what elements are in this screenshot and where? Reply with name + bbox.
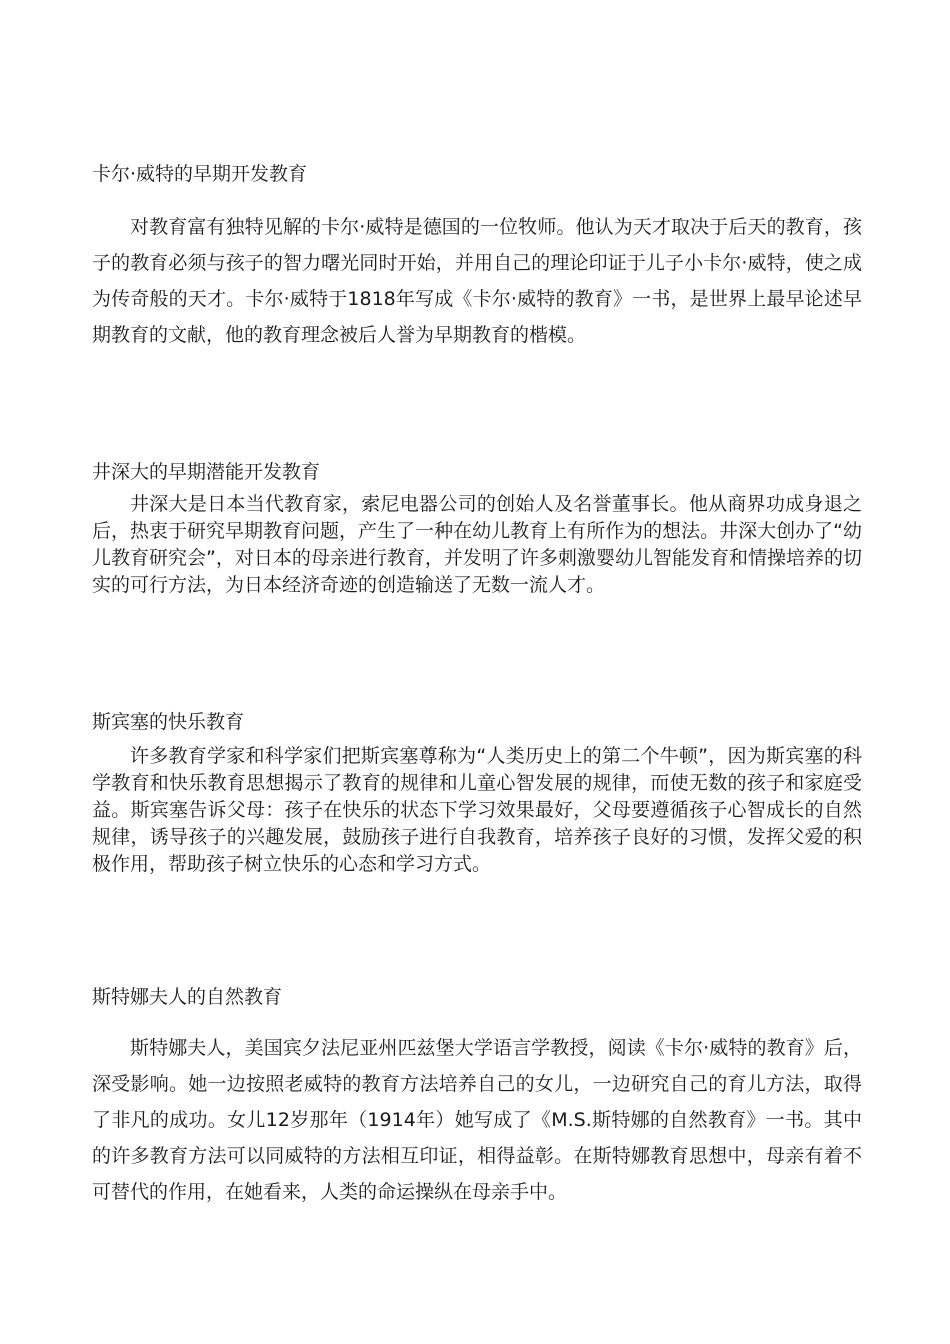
section-heading: 井深大的早期潜能开发教育 [92, 461, 321, 483]
section-ibuka-masaru [92, 460, 862, 599]
section-karl-witte [92, 162, 862, 353]
section-paragraph: 对教育富有独特见解的卡尔·威特是德国的一位牧师。他认为天才取决于后天的教育，孩子的教育必须与孩子的智力曙光同时开始，并用自己的理论印证于儿子小卡尔·威特，使之成为传奇般的天才。卡尔·威特于1818年写成《卡尔·威特的教育》一书，是世界上最早论述早期教育的文献，他的教育理念被后人誉为早期教育的楷模。 [92, 216, 862, 346]
section-heading: 斯特娜夫人的自然教育 [92, 986, 283, 1008]
section-heading: 卡尔·威特的早期开发教育 [92, 163, 308, 185]
section-stoner [92, 985, 862, 1210]
section-paragraph: 许多教育学家和科学家们把斯宾塞尊称为“人类历史上的第二个牛顿”，因为斯宾塞的科学教育和快乐教育思想揭示了教育的规律和儿童心智发展的规律，而使无数的孩子和家庭受益。斯宾塞告诉父母：孩子在快乐的状态下学习效果最好，父母要遵循孩子心智成长的自然规律，诱导孩子的兴趣发展，鼓励孩子进行自我教育，培养孩子良好的习惯，发挥父爱的积极作用，帮助孩子树立快乐的心态和学习方式。 [92, 745, 862, 875]
section-heading: 斯宾塞的快乐教育 [92, 711, 245, 733]
section-paragraph: 井深大是日本当代教育家，索尼电器公司的创始人及名誉董事长。他从商界功成身退之后，热衷于研究早期教育问题，产生了一种在幼儿教育上有所作为的想法。井深大创办了“幼儿教育研究会”，对日本的母亲进行教育，并发明了许多刺激婴幼儿智能发育和情操培养的切实的可行方法，为日本经济奇迹的创造输送了无数一流人才。 [92, 493, 862, 596]
section-spencer [92, 710, 862, 878]
section-paragraph: 斯特娜夫人，美国宾夕法尼亚州匹兹堡大学语言学教授，阅读《卡尔·威特的教育》后，深受影响。她一边按照老威特的教育方法培养自己的女儿，一边研究自己的育儿方法，取得了非凡的成功。女儿12岁那年（1914年）她写成了《M.S.斯特娜的自然教育》一书。其中的许多教育方法可以同威特的方法相互印证，相得益彰。在斯特娜教育思想中，母亲有着不可替代的作用，在她看来，人类的命运操纵在母亲手中。 [92, 1037, 862, 1203]
